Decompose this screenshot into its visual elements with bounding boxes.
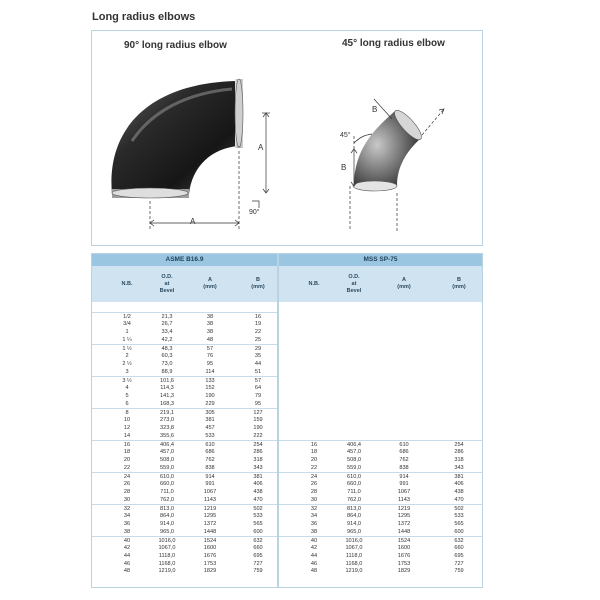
a-cell: 838 (205, 464, 215, 471)
table-row (92, 449, 277, 457)
table-row (279, 521, 482, 529)
table-row (92, 361, 277, 369)
table-row (279, 449, 482, 457)
od-cell: 168,3 (160, 400, 174, 407)
label-45-elbow: 45° long radius elbow (342, 38, 445, 49)
od-cell: 508,0 (160, 457, 174, 463)
od-cell: 406,4 (160, 441, 174, 448)
table-row (279, 538, 482, 546)
a-cell: 76 (206, 353, 214, 360)
a-cell: 1753 (203, 560, 217, 567)
table-row (92, 553, 277, 561)
nb-cell: 16 (123, 441, 131, 448)
nb-cell: 24 (123, 473, 131, 480)
table-row (92, 457, 277, 465)
table-row (92, 314, 277, 322)
a-cell: 1219 (203, 505, 217, 512)
a-cell: 610 (205, 441, 215, 448)
a-cell: 1676 (397, 553, 411, 559)
a-cell: 762 (205, 457, 215, 463)
a-cell: 1143 (203, 496, 217, 503)
b-cell: 660 (253, 545, 263, 552)
a-cell: 686 (205, 449, 215, 456)
od-cell: 355,6 (160, 432, 174, 439)
nb-cell: 40 (123, 537, 131, 544)
od-cell: 101,6 (160, 377, 174, 384)
od-cell: 406,4 (347, 441, 361, 448)
od-cell: 1219,0 (158, 568, 176, 575)
od-cell: 1168,0 (345, 560, 363, 567)
nb-cell: 18 (123, 449, 131, 456)
nb-cell: 48 (310, 568, 318, 575)
a-cell: 1524 (203, 537, 217, 544)
table-row (92, 346, 277, 354)
table-row (92, 568, 277, 576)
od-cell: 219,1 (160, 409, 174, 416)
nb-cell: 1/2 (123, 313, 131, 320)
od-cell: 33,4 (161, 329, 173, 335)
table-row (279, 442, 482, 450)
b-cell: 44 (254, 361, 262, 367)
mss-column-headers (279, 266, 482, 302)
table-row (279, 553, 482, 561)
a-cell: 610 (399, 441, 409, 448)
a-cell: 1753 (397, 560, 411, 567)
b-cell: 343 (253, 464, 263, 471)
od-cell: 559,0 (347, 464, 361, 471)
b-cell: 286 (253, 449, 263, 456)
page-title: Long radius elbows (92, 11, 196, 23)
dim-a-90: A (258, 143, 264, 152)
od-cell: 1219,0 (345, 568, 363, 575)
a-cell: 1295 (397, 513, 411, 520)
mss-row-group (279, 536, 482, 577)
od-cell: 813,0 (160, 505, 174, 512)
b-cell: 632 (253, 537, 263, 544)
od-cell: 48,3 (161, 345, 173, 352)
b-cell: 632 (454, 537, 464, 544)
asme-row-group (92, 376, 277, 409)
b-cell: 565 (454, 521, 464, 527)
nb-cell: 28 (310, 489, 318, 495)
table-row (92, 442, 277, 450)
table-row (92, 506, 277, 514)
b-cell: 406 (253, 481, 263, 488)
b-cell: 565 (253, 521, 263, 527)
nb-cell: 38 (123, 528, 131, 535)
nb-cell: 38 (310, 528, 318, 535)
dim-b-45-top: B (372, 105, 378, 114)
asme-col-b: B (mm) (251, 277, 265, 290)
b-cell: 64 (254, 385, 262, 392)
a-cell: 381 (205, 417, 215, 424)
od-cell: 457,0 (160, 449, 174, 456)
table-row (92, 545, 277, 553)
asme-row-group (92, 440, 277, 473)
a-cell: 533 (205, 432, 215, 439)
asme-row-group (92, 408, 277, 441)
od-cell: 813,0 (347, 505, 361, 512)
table-row (92, 385, 277, 393)
b-cell: 406 (454, 481, 464, 488)
b-cell: 286 (454, 449, 464, 456)
a-cell: 1143 (397, 496, 411, 503)
nb-cell: 4 (125, 385, 129, 392)
b-cell: 470 (253, 496, 263, 503)
a-cell: 457 (205, 425, 215, 431)
od-cell: 610,0 (347, 473, 361, 480)
asme-column-headers (92, 266, 277, 302)
od-cell: 914,0 (347, 521, 361, 527)
b-cell: 190 (253, 425, 263, 431)
a-cell: 38 (206, 321, 214, 328)
nb-cell: 22 (310, 464, 318, 471)
asme-col-nb: N.B. (121, 280, 133, 287)
a-cell: 1067 (203, 489, 217, 495)
b-cell: 51 (254, 368, 262, 375)
asme-row-group (92, 344, 277, 377)
od-cell: 42,2 (161, 336, 173, 343)
od-cell: 660,0 (160, 481, 174, 488)
od-cell: 323,8 (160, 425, 174, 431)
mss-col-od: O.D. at Bevel (346, 273, 362, 294)
nb-cell: 12 (123, 425, 131, 431)
b-cell: 695 (253, 553, 263, 559)
nb-cell: 30 (310, 496, 318, 503)
b-cell: 381 (454, 473, 464, 480)
table-row (92, 425, 277, 433)
a-cell: 1219 (397, 505, 411, 512)
mss-col-a: A (mm) (397, 277, 411, 290)
od-cell: 114,3 (160, 385, 174, 392)
nb-cell: 2 ½ (122, 361, 132, 367)
nb-cell: 48 (123, 568, 131, 575)
nb-cell: 36 (310, 521, 318, 527)
a-cell: 1372 (397, 521, 411, 527)
a-cell: 190 (205, 393, 215, 399)
b-cell: 29 (254, 345, 262, 352)
table-row (92, 417, 277, 425)
b-cell: 127 (253, 409, 263, 416)
od-cell: 914,0 (160, 521, 174, 527)
nb-cell: 44 (310, 553, 318, 559)
od-cell: 762,0 (347, 496, 361, 503)
b-cell: 438 (253, 489, 263, 495)
asme-col-od: O.D. at Bevel (159, 273, 175, 294)
table-row (92, 481, 277, 489)
nb-cell: 34 (123, 513, 131, 520)
a-cell: 229 (205, 400, 215, 407)
nb-cell: 36 (123, 521, 131, 527)
table-row (279, 568, 482, 576)
nb-cell: 2 (125, 353, 129, 360)
od-cell: 60,3 (161, 353, 173, 360)
nb-cell: 40 (310, 537, 318, 544)
table-row (279, 481, 482, 489)
label-90-elbow: 90° long radius elbow (124, 40, 227, 51)
nb-cell: 3/4 (123, 321, 131, 328)
od-cell: 711,0 (160, 489, 174, 495)
angle-90-label: 90° (249, 209, 260, 216)
od-cell: 457,0 (347, 449, 361, 456)
nb-cell: 5 (125, 393, 129, 399)
nb-cell: 42 (123, 545, 131, 552)
b-cell: 470 (454, 496, 464, 503)
b-cell: 95 (254, 400, 262, 407)
b-cell: 727 (454, 560, 464, 567)
figure-panel (91, 30, 483, 246)
table-row (92, 321, 277, 329)
a-cell: 762 (399, 457, 409, 463)
a-cell: 1448 (397, 528, 411, 535)
dim-a-90-horizontal: A (190, 217, 196, 226)
nb-cell: 8 (125, 409, 129, 416)
elbow-drawings (92, 31, 482, 245)
b-cell: 25 (254, 336, 262, 343)
b-cell: 19 (254, 321, 262, 328)
table-row (279, 545, 482, 553)
b-cell: 502 (253, 505, 263, 512)
nb-cell: 46 (310, 560, 318, 567)
b-cell: 254 (454, 441, 464, 448)
od-cell: 864,0 (160, 513, 174, 520)
b-cell: 502 (454, 505, 464, 512)
a-cell: 95 (206, 361, 214, 367)
nb-cell: 3 (125, 368, 129, 375)
a-cell: 38 (206, 329, 214, 335)
nb-cell: 6 (125, 400, 129, 407)
od-cell: 965,0 (347, 528, 361, 535)
table-row (279, 561, 482, 569)
asme-table-body (92, 302, 277, 587)
b-cell: 254 (253, 441, 263, 448)
a-cell: 1600 (203, 545, 217, 552)
nb-cell: 1 ¼ (122, 336, 132, 343)
a-cell: 1295 (203, 513, 217, 520)
angle-45-label: 45° (340, 132, 351, 139)
table-row (92, 378, 277, 386)
b-cell: 57 (254, 377, 262, 384)
b-cell: 600 (253, 528, 263, 535)
od-cell: 26,7 (161, 321, 173, 328)
table-row (92, 513, 277, 521)
od-cell: 559,0 (160, 464, 174, 471)
od-cell: 762,0 (160, 496, 174, 503)
a-cell: 686 (399, 449, 409, 456)
mss-table-body (279, 302, 482, 587)
nb-cell: 32 (123, 505, 131, 512)
nb-cell: 32 (310, 505, 318, 512)
table-row (279, 489, 482, 497)
table-row (92, 521, 277, 529)
a-cell: 1067 (397, 489, 411, 495)
od-cell: 1016,0 (158, 537, 176, 544)
table-row (279, 457, 482, 465)
b-cell: 343 (454, 464, 464, 471)
elbow-90-shape (111, 81, 239, 194)
a-cell: 305 (205, 409, 215, 416)
b-cell: 16 (254, 313, 262, 320)
b-cell: 600 (454, 528, 464, 535)
b-cell: 438 (454, 489, 464, 495)
nb-cell: 46 (123, 560, 131, 567)
nb-cell: 16 (310, 441, 318, 448)
b-cell: 22 (254, 329, 262, 335)
b-cell: 533 (253, 513, 263, 520)
mss-standard-header: MSS SP-75 (279, 254, 482, 266)
nb-cell: 18 (310, 449, 318, 456)
b-cell: 759 (253, 568, 263, 575)
b-cell: 79 (254, 393, 262, 399)
b-cell: 533 (454, 513, 464, 520)
nb-cell: 20 (123, 457, 131, 463)
asme-row-group (92, 504, 277, 537)
asme-row-group (92, 312, 277, 345)
a-cell: 1829 (397, 568, 411, 575)
table-row (92, 474, 277, 482)
a-cell: 838 (399, 464, 409, 471)
od-cell: 965,0 (160, 528, 174, 535)
od-cell: 1118,0 (158, 553, 176, 559)
table-divider (277, 254, 279, 587)
table-row (92, 393, 277, 401)
table-row (92, 329, 277, 337)
a-cell: 991 (205, 481, 215, 488)
b-cell: 318 (454, 457, 464, 463)
b-cell: 222 (253, 432, 263, 439)
od-cell: 1067,0 (345, 545, 363, 552)
b-cell: 695 (454, 553, 464, 559)
table-row (92, 489, 277, 497)
nb-cell: 34 (310, 513, 318, 520)
a-cell: 1448 (203, 528, 217, 535)
dimension-tables (91, 253, 483, 588)
a-cell: 1372 (203, 521, 217, 527)
od-cell: 610,0 (160, 473, 174, 480)
b-cell: 381 (253, 473, 263, 480)
od-cell: 711,0 (347, 489, 361, 495)
od-cell: 21,3 (161, 313, 173, 320)
b-cell: 318 (253, 457, 263, 463)
mss-row-group (279, 440, 482, 473)
od-cell: 73,0 (161, 361, 173, 367)
nb-cell: 24 (310, 473, 318, 480)
dim-b-45-side: B (341, 163, 347, 172)
asme-row-group (92, 472, 277, 505)
b-cell: 35 (254, 353, 262, 360)
asme-col-a: A (mm) (203, 277, 217, 290)
mss-row-group (279, 472, 482, 505)
table-row (92, 538, 277, 546)
a-cell: 914 (399, 473, 409, 480)
nb-cell: 44 (123, 553, 131, 559)
a-cell: 152 (205, 385, 215, 392)
od-cell: 1168,0 (158, 560, 176, 567)
table-row (92, 353, 277, 361)
od-cell: 273,0 (160, 417, 174, 424)
od-cell: 141,3 (160, 393, 174, 399)
asme-row-group (92, 536, 277, 577)
nb-cell: 14 (123, 432, 131, 439)
b-cell: 727 (253, 560, 263, 567)
nb-cell: 1 (125, 329, 129, 335)
nb-cell: 30 (123, 496, 131, 503)
a-cell: 57 (206, 345, 214, 352)
table-row (279, 474, 482, 482)
a-cell: 1600 (397, 545, 411, 552)
a-cell: 114 (205, 368, 215, 375)
table-row (279, 506, 482, 514)
b-cell: 759 (454, 568, 464, 575)
od-cell: 660,0 (347, 481, 361, 488)
nb-cell: 26 (123, 481, 131, 488)
nb-cell: 10 (123, 417, 131, 424)
a-cell: 48 (206, 336, 214, 343)
a-cell: 1676 (203, 553, 217, 559)
od-cell: 508,0 (347, 457, 361, 463)
mss-row-group (279, 504, 482, 537)
a-cell: 1524 (397, 537, 411, 544)
nb-cell: 3 ½ (122, 377, 132, 384)
nb-cell: 42 (310, 545, 318, 552)
a-cell: 133 (205, 377, 215, 384)
b-cell: 159 (253, 417, 263, 424)
nb-cell: 20 (310, 457, 318, 463)
a-cell: 914 (205, 473, 215, 480)
table-row (92, 561, 277, 569)
nb-cell: 28 (123, 489, 131, 495)
mss-col-nb: N.B. (308, 280, 320, 287)
table-row (279, 513, 482, 521)
od-cell: 1067,0 (158, 545, 176, 552)
nb-cell: 26 (310, 481, 318, 488)
nb-cell: 1 ½ (122, 345, 132, 352)
a-cell: 1829 (203, 568, 217, 575)
a-cell: 38 (206, 313, 214, 320)
nb-cell: 22 (123, 464, 131, 471)
table-row (92, 410, 277, 418)
asme-standard-header: ASME B16.9 (92, 254, 277, 266)
od-cell: 88,9 (161, 368, 173, 375)
od-cell: 864,0 (347, 513, 361, 520)
mss-col-b: B (mm) (452, 277, 466, 290)
b-cell: 660 (454, 545, 464, 552)
a-cell: 991 (399, 481, 409, 488)
od-cell: 1118,0 (345, 553, 363, 559)
od-cell: 1016,0 (345, 537, 363, 544)
